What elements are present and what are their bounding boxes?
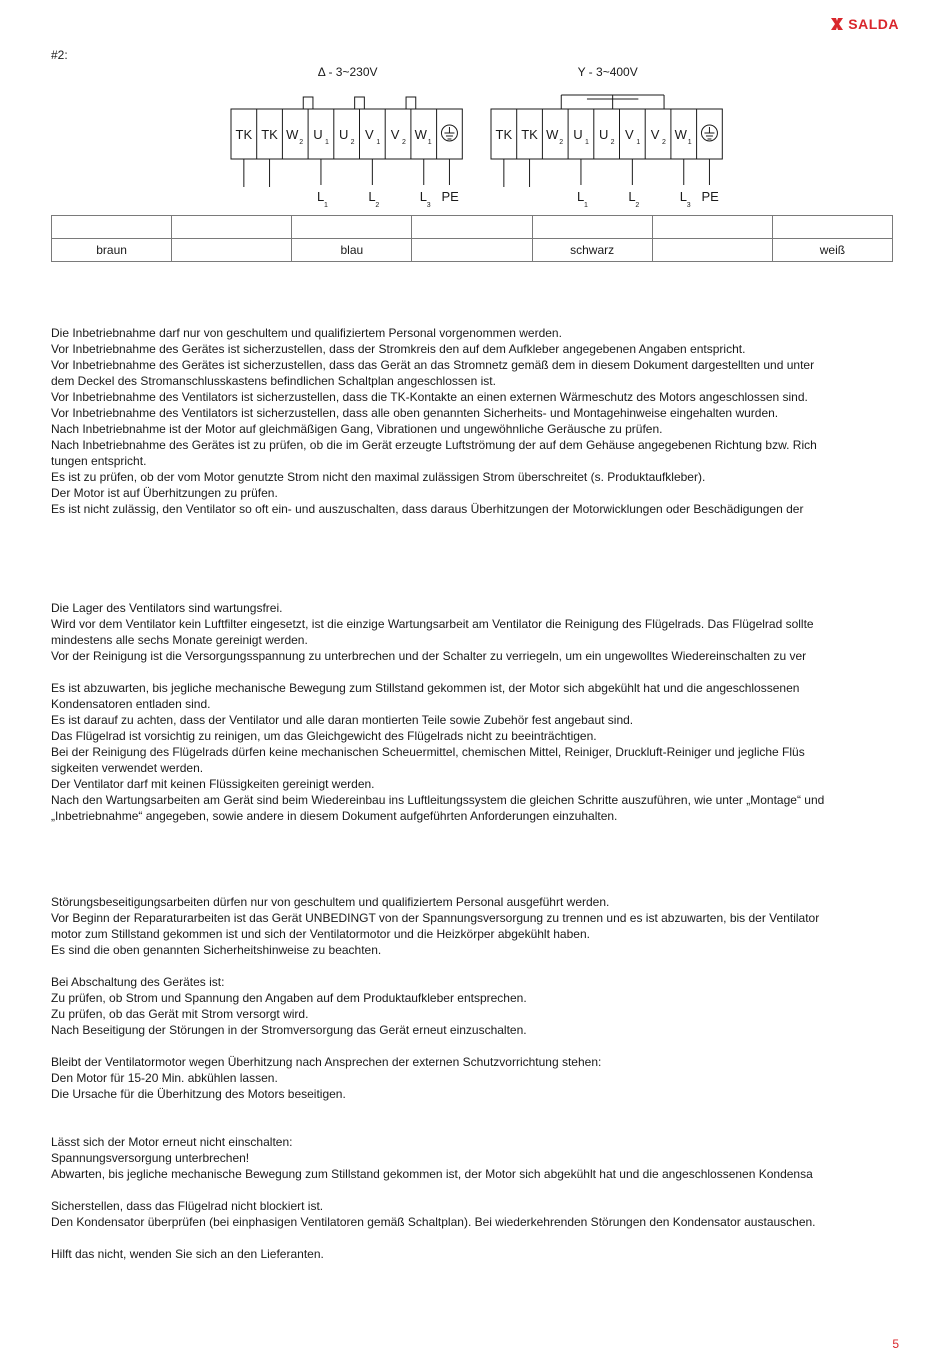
page-number: 5 [892, 1337, 899, 1351]
paragraph-line: Den Motor für 15-20 Min. abkühlen lassen. [51, 1071, 278, 1085]
terminal-label: U [313, 127, 323, 142]
table-cell [772, 216, 892, 239]
terminal-subscript: 1 [687, 139, 692, 146]
paragraph-line: Vor Inbetriebnahme des Ventilators ist sicherzustellen, dass alle oben genannten Sicherheits- und Montagehinweise eingehalten wurden. [51, 406, 779, 420]
terminal-subscript: 2 [610, 139, 615, 146]
paragraph-line: Zu prüfen, ob das Gerät mit Strom versorgt wird. [51, 1007, 309, 1021]
paragraph-line: Vor der Reinigung ist die Versorgungsspannung zu unterbrechen und der Schalter zu verriegeln, um ein ungewolltes Wiedereinschalten zu ver [51, 649, 807, 663]
table-cell: schwarz [532, 239, 652, 262]
paragraph-line: Spannungsversorgung unterbrechen! [51, 1151, 250, 1165]
salda-logo-icon [830, 17, 844, 31]
terminal-label: W [414, 127, 427, 142]
terminal-label: TK [495, 127, 513, 142]
section-wartung [51, 600, 899, 824]
terminal-subscript: 2 [402, 139, 406, 146]
table-cell [172, 239, 292, 262]
terminal-label: U [338, 127, 349, 142]
terminal-subscript: 1 [324, 139, 329, 146]
terminal-subscript: 1 [636, 139, 641, 146]
paragraph-line [51, 1038, 899, 1054]
paragraph-line: Lässt sich der Motor erneut nicht einschalten: [51, 1135, 293, 1149]
supply-subscript: 2 [375, 202, 380, 209]
table-cell [52, 216, 172, 239]
delta-bridge [406, 97, 416, 109]
terminal-subscript: 1 [584, 139, 589, 146]
supply-label: L [368, 189, 376, 204]
paragraph-line: Es ist darauf zu achten, dass der Ventilator und alle daran montierten Teile sowie Zubehör fest angebaut sind. [51, 713, 634, 727]
terminal-label: TK [521, 127, 538, 142]
supply-label: L [316, 189, 325, 204]
paragraph-line: Vor Inbetriebnahme des Ventilators ist sicherzustellen, dass die TK-Kontakte an einen externen Wärmeschutz des Motors angeschlossen sind. [51, 390, 808, 404]
paragraph-line: Kondensatoren entladen sind. [51, 697, 211, 711]
paragraph-line: Abwarten, bis jegliche mechanische Bewegung zum Stillstand gekommen ist, der Motor sich abgekühlt hat und die angeschlossenen Kondensa [51, 1167, 813, 1181]
paragraph-line [51, 1230, 899, 1246]
paragraph-line: Die Ursache für die Überhitzung des Motors beseitigen. [51, 1087, 346, 1101]
section-inbetriebnahme [51, 325, 899, 517]
salda-logo [830, 16, 899, 32]
paragraph-line [51, 664, 899, 680]
terminal-subscript: 2 [350, 139, 355, 146]
terminal-label: W [286, 127, 299, 142]
table-cell [292, 216, 412, 239]
paragraph-line: Nach Inbetriebnahme ist der Motor auf gleichmäßigen Gang, Vibrationen und ungewöhnliche Geräusche zu prüfen. [51, 422, 663, 436]
paragraph-line: Vor Inbetriebnahme des Gerätes ist sicherzustellen, dass der Stromkreis den auf dem Aufkleber angegebenen Angaben entspricht. [51, 342, 746, 356]
ground-icon [701, 125, 717, 141]
figure-label: #2: [51, 48, 68, 62]
paragraph-line: Es ist nicht zulässig, den Ventilator so oft ein- und auszuschalten, dass daraus Überhitzungen der Motorwicklungen oder Beschädigungen der [51, 502, 804, 516]
terminal-label: V [625, 127, 634, 142]
table-cell: weiß [772, 239, 892, 262]
terminal-label: U [573, 127, 583, 142]
table-cell [652, 216, 772, 239]
paragraph-line [51, 1102, 899, 1118]
paragraph-line: Es sind die oben genannten Sicherheitshinweise zu beachten. [51, 943, 382, 957]
terminal-subscript: 1 [376, 139, 381, 146]
paragraph-line [51, 958, 899, 974]
supply-label: L [576, 189, 585, 204]
paragraph-line: Der Ventilator darf mit keinen Flüssigkeiten gereinigt werden. [51, 777, 375, 791]
table-cell [532, 216, 652, 239]
terminal-label: TK [261, 127, 278, 142]
supply-label: PE [441, 189, 459, 204]
paragraph-line: Der Motor ist auf Überhitzungen zu prüfen. [51, 486, 278, 500]
wiring-diagram [200, 58, 740, 215]
paragraph-line: Nach Beseitigung der Störungen in der Stromversorgung das Gerät erneut einzuschalten. [51, 1023, 527, 1037]
supply-label: L [679, 189, 687, 204]
paragraph-line: Störungsbeseitigungsarbeiten dürfen nur von geschultem und qualifiziertem Personal ausgeführt werden. [51, 895, 610, 909]
paragraph-line: Nach Inbetriebnahme des Gerätes ist zu prüfen, ob die im Gerät erzeugte Luftströmung der auf dem Gehäuse angegebenen Richtung bzw. Rich [51, 438, 817, 452]
paragraph-line: Bei Abschaltung des Gerätes ist: [51, 975, 225, 989]
paragraph-line: tungen entspricht. [51, 454, 147, 468]
terminal-label: U [598, 127, 609, 142]
paragraph-line: Hilft das nicht, wenden Sie sich an den Lieferanten. [51, 1247, 324, 1261]
terminal-label: TK [235, 127, 253, 142]
supply-subscript: 3 [686, 202, 691, 209]
paragraph-line: Vor Inbetriebnahme des Gerätes ist sicherzustellen, dass das Gerät an das Stromnetz gemäß dem in diesem Dokument dargestellten und unter [51, 358, 815, 372]
terminal-label: W [674, 127, 687, 142]
paragraph-line: Zu prüfen, ob Strom und Spannung den Angaben auf dem Produktaufkleber entsprechen. [51, 991, 527, 1005]
paragraph-line: Nach den Wartungsarbeiten am Gerät sind beim Wiedereinbau ins Luftleitungssystem die gleichen Schritte auszuführen, wie unter „Montage“ und [51, 793, 825, 807]
table-row [52, 216, 893, 239]
terminal-label: W [546, 127, 559, 142]
table-cell: braun [52, 239, 172, 262]
table-row [52, 239, 893, 262]
paragraph-line: Das Flügelrad ist vorsichtig zu reinigen, um das Gleichgewicht des Flügelrads nicht zu beeinträchtigen. [51, 729, 597, 743]
paragraph-line [51, 1118, 899, 1134]
supply-subscript: 1 [583, 202, 588, 209]
wire-color-table [51, 215, 893, 262]
paragraph-line: Die Lager des Ventilators sind wartungsfrei. [51, 601, 283, 615]
supply-subscript: 1 [323, 202, 328, 209]
brand-name: SALDA [848, 16, 899, 32]
paragraph-line: dem Deckel des Stromanschlusskastens befindlichen Schaltplan angeschlossen ist. [51, 374, 496, 388]
supply-label: L [628, 189, 636, 204]
paragraph-line: mindestens alle sechs Monate gereinigt werden. [51, 633, 308, 647]
terminal-label: V [390, 127, 400, 142]
supply-label: L [419, 189, 427, 204]
paragraph-line: Die Inbetriebnahme darf nur von geschultem und qualifiziertem Personal vorgenommen werden. [51, 326, 562, 340]
paragraph-line: motor zum Stillstand gekommen ist und sich der Ventilatormotor und die Heizkörper abgekühlt haben. [51, 927, 590, 941]
table-cell: blau [292, 239, 412, 262]
table-cell [412, 239, 532, 262]
paragraph-line: „Inbetriebnahme“ angegeben, sowie andere in diesem Dokument aufgeführten Anforderungen einzuhalten. [51, 809, 618, 823]
ground-icon [441, 125, 457, 141]
paragraph-line: Bleibt der Ventilatormotor wegen Überhitzung nach Ansprechen der externen Schutzvorrichtung stehen: [51, 1055, 602, 1069]
supply-subscript: 2 [635, 202, 640, 209]
supply-label: PE [701, 189, 719, 204]
table-cell [172, 216, 292, 239]
terminal-label: V [650, 127, 660, 142]
supply-subscript: 3 [426, 202, 431, 209]
terminal-subscript: 2 [299, 139, 304, 146]
delta-bridge [303, 97, 313, 109]
paragraph-line: Es ist abzuwarten, bis jegliche mechanische Bewegung zum Stillstand gekommen ist, der Motor sich abgekühlt hat und die angeschlossenen [51, 681, 800, 695]
paragraph-line: sigkeiten verwendet werden. [51, 761, 204, 775]
terminal-subscript: 1 [427, 139, 432, 146]
delta-connection-title: Δ - 3~230V [317, 65, 378, 79]
delta-bridge [355, 97, 365, 109]
paragraph-line: Es ist zu prüfen, ob der vom Motor genutzte Strom nicht den maximal zulässigen Strom überschreitet (s. Produktaufkleber). [51, 470, 706, 484]
paragraph-line: Wird vor dem Ventilator kein Luftfilter eingesetzt, ist die einzige Wartungsarbeit am Ventilator die Reinigung des Flügelrads. Das Flügelrad sollte [51, 617, 814, 631]
table-cell [412, 216, 532, 239]
paragraph-line: Bei der Reinigung des Flügelrads dürfen keine mechanischen Scheuermittel, chemischen Mittel, Reiniger, Druckluft-Reiniger und jegliche Flüs [51, 745, 805, 759]
paragraph-line: Sicherstellen, dass das Flügelrad nicht blockiert ist. [51, 1199, 324, 1213]
terminal-subscript: 2 [559, 139, 564, 146]
star-connection-title: Y - 3~400V [577, 65, 638, 79]
table-cell [652, 239, 772, 262]
paragraph-line: Den Kondensator überprüfen (bei einphasigen Ventilatoren gemäß Schaltplan). Bei wiederkehrenden Störungen den Kondensator austauschen. [51, 1215, 816, 1229]
paragraph-line [51, 1182, 899, 1198]
section-stoerung [51, 894, 899, 1262]
terminal-subscript: 2 [662, 139, 666, 146]
terminal-label: V [365, 127, 374, 142]
paragraph-line: Vor Beginn der Reparaturarbeiten ist das Gerät UNBEDINGT von der Spannungsversorgung zu trennen und es ist abzuwarten, bis der Ventilator [51, 911, 820, 925]
